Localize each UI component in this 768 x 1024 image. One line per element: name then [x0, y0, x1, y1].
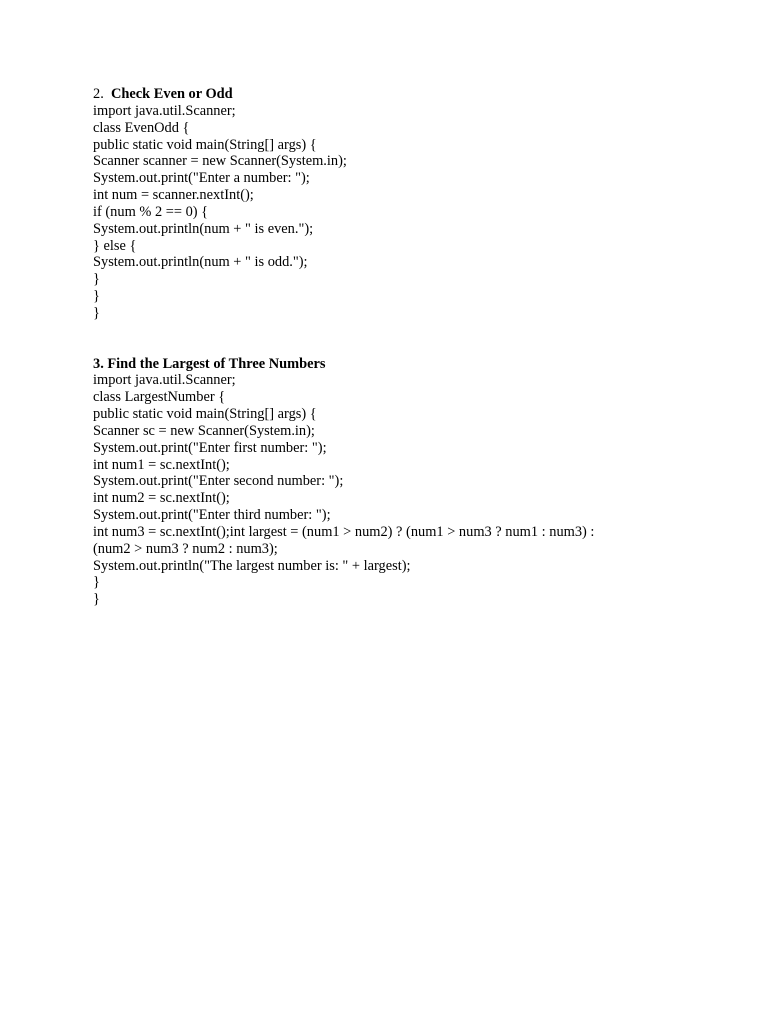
code-line: }: [93, 271, 100, 288]
code-line: Scanner sc = new Scanner(System.in);: [93, 422, 315, 439]
code-line: }: [93, 304, 100, 321]
code-line: System.out.print("Enter first number: ");: [93, 439, 327, 456]
code-line: int num3 = sc.nextInt();int largest = (num1 > num2) ? (num1 > num3 ? num1 : num3) :: [93, 523, 595, 540]
document-page: [93, 86, 693, 608]
code-line: System.out.print("Enter second number: ");: [93, 473, 344, 490]
section-number: 3.: [93, 355, 108, 372]
code-line: (num2 > num3 ? num2 : num3);: [93, 540, 278, 557]
code-line: System.out.println(num + " is even.");: [93, 220, 314, 237]
code-line: }: [93, 591, 100, 608]
code-line: class LargestNumber {: [93, 389, 226, 406]
code-line: int num = scanner.nextInt();: [93, 187, 254, 204]
code-line: class EvenOdd {: [93, 119, 190, 136]
code-line: } else {: [93, 237, 137, 254]
code-line: Scanner scanner = new Scanner(System.in);: [93, 153, 347, 170]
code-line: import java.util.Scanner;: [93, 372, 236, 389]
section-even-odd: [93, 86, 693, 322]
section-largest-number: [93, 356, 693, 609]
code-line: if (num % 2 == 0) {: [93, 203, 209, 220]
section-title: Check Even or Odd: [111, 86, 233, 102]
code-line: int num2 = sc.nextInt();: [93, 490, 230, 507]
section-heading: [93, 356, 693, 373]
code-line: System.out.print("Enter third number: ");: [93, 507, 331, 524]
code-line: System.out.print("Enter a number: ");: [93, 170, 310, 187]
code-line: public static void main(String[] args) {: [93, 136, 317, 153]
code-line: import java.util.Scanner;: [93, 102, 236, 119]
code-line: int num1 = sc.nextInt();: [93, 456, 230, 473]
code-line: }: [93, 574, 100, 591]
code-line: }: [93, 288, 100, 305]
code-line: System.out.println("The largest number is: " + largest);: [93, 557, 411, 574]
code-line: System.out.println(num + " is odd.");: [93, 254, 308, 271]
section-number: 2.: [93, 86, 111, 102]
section-heading: [93, 86, 693, 103]
code-line: public static void main(String[] args) {: [93, 406, 317, 423]
section-title: Find the Largest of Three Numbers: [107, 355, 326, 372]
